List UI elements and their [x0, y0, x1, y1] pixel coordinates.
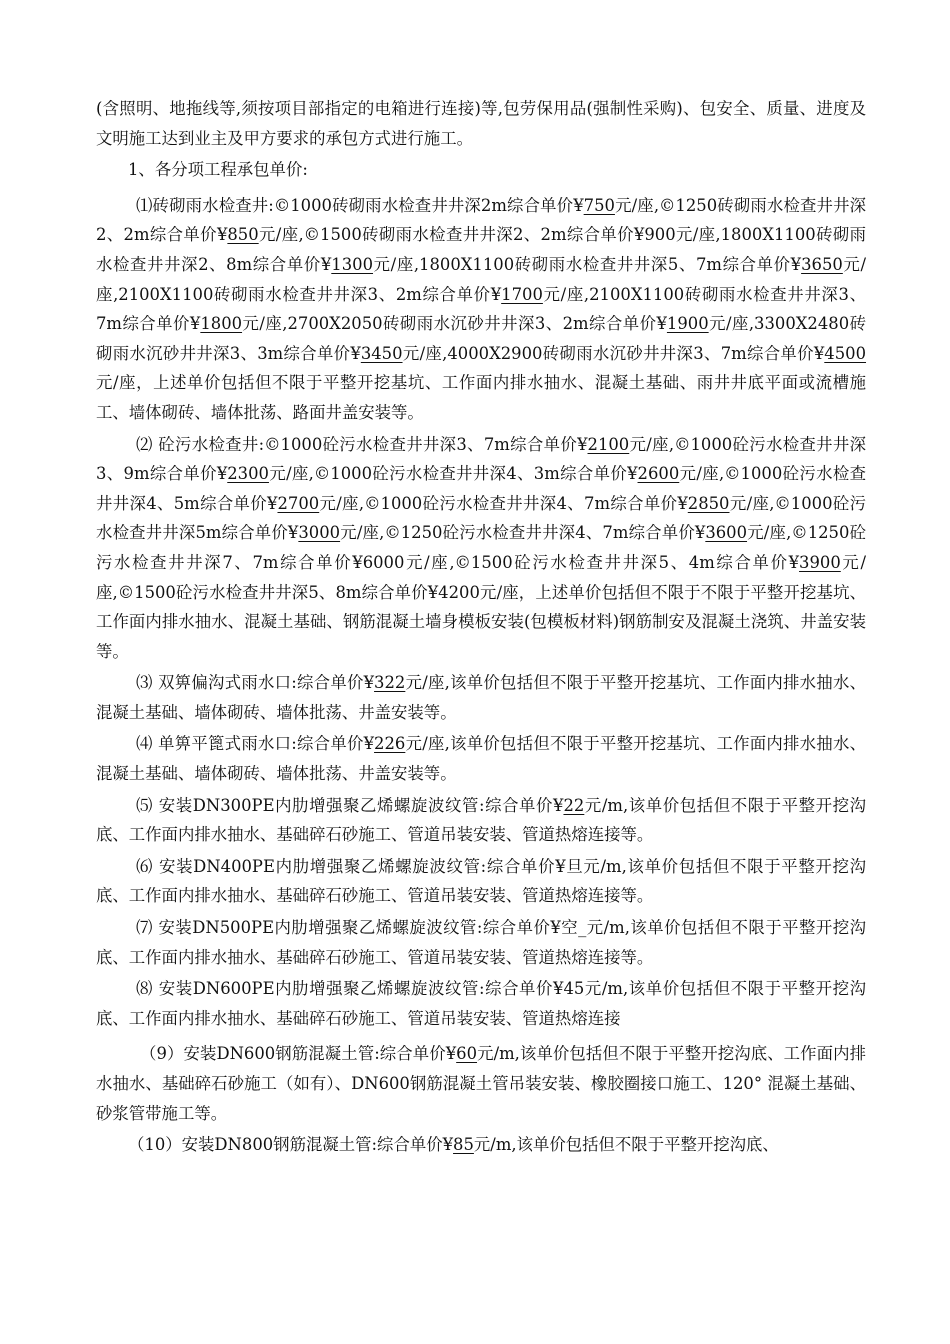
- text-run: 元/座,1800X1100砖砌雨水检查井井深5、7m综合单价¥: [373, 254, 802, 274]
- text-run: 元/座,该单价包括但不限于平整开挖基坑、工作面内排水抽水、混凝土基础、墙体砌砖、墙体批荡、井盖安装等。: [96, 734, 866, 784]
- paragraph-3: [96, 430, 866, 667]
- text-run: ⑸ 安装DN300PE内肋增强聚乙烯螺旋波纹管:综合单价¥: [136, 795, 564, 815]
- text-run: ⑻ 安装DN600PE内肋增强聚乙烯螺旋波纹管:综合单价¥45元/m,该单价包括但不限于平整开挖沟底、工作面内排水抽水、基础碎石砂施工、管道吊装安装、管道热熔连接: [96, 979, 866, 1028]
- underlined-price: 1700: [501, 284, 543, 304]
- underlined-price: 750: [583, 195, 615, 215]
- text-run: 元/座,©1000砼污水检查井井深3、9m综合单价¥: [96, 434, 866, 484]
- paragraph-8: [96, 913, 866, 972]
- text-run: 元/座,2700X2050砖砌雨水沉砂井井深3、2m综合单价¥: [242, 314, 667, 334]
- text-run: 元/座,3300X2480砖砌雨水沉砂井井深3、3m综合单价¥: [96, 314, 867, 363]
- underlined-price: 3600: [705, 523, 748, 543]
- text-run: 元/座,©1250砼污水检查井井深4、7m综合单价¥: [340, 523, 706, 543]
- underlined-price: 2100: [587, 434, 630, 454]
- text-run: ⑵ 砼污水检查井:©1000砼污水检查井井深3、7m综合单价¥: [136, 434, 588, 454]
- text-run: 元/座，上述单价包括但不限于平整开挖基坑、工作面内排水抽水、混凝土基础、雨井井底平面或流槽施工、墙体砌砖、墙体批荡、路面井盖安装等。: [96, 373, 866, 422]
- text-run: ⑴砖砌雨水检查井:©1000砖砌雨水检查井井深2m综合单价¥: [136, 195, 584, 215]
- text-run: 元/座,4000X2900砖砌雨水沉砂井井深3、7m综合单价¥: [402, 343, 825, 363]
- paragraph-4: [96, 668, 866, 727]
- text-run: （9）安装DN600钢筋混凝土管:综合单价¥: [140, 1044, 457, 1064]
- text-run: （10）安装DN800钢筋混凝土管:综合单价¥: [128, 1135, 454, 1155]
- paragraph-0: [96, 94, 866, 153]
- text-run: 元/座,©1000砼污水检查井井深4、7m综合单价¥: [319, 493, 688, 513]
- underlined-price: 3650: [801, 254, 843, 274]
- text-run: 元/座,©1250砼污水检查井井深7、7m综合单价¥6000元/座,©1500砼污水检查井井深5、4m综合单价¥: [96, 523, 866, 572]
- underlined-price: 4500: [824, 343, 867, 363]
- document-body: [96, 94, 866, 1162]
- underlined-price: 3450: [360, 343, 403, 363]
- text-run: 元/座,©1250砖砌雨水检查井井深2、2m综合单价¥: [96, 195, 866, 245]
- underlined-price: 3000: [298, 523, 341, 543]
- underlined-price: 850: [227, 225, 259, 245]
- text-run: ⑶ 双箅偏沟式雨水口:综合单价¥: [136, 673, 375, 693]
- paragraph-5: [96, 729, 866, 788]
- text-run: 元/座,©1500砖砌雨水检查井井深2、2m综合单价¥900元/座,1800X1100砖砌雨水检查井井深2、8m综合单价¥: [96, 225, 866, 274]
- text-run: 元/m,该单价包括但不限于平整开挖沟底、工作面内排水抽水、基础碎石砂施工（如有）、DN600钢筋混凝土管吊装安装、橡胶圈接口施工、120° 混凝土基础、砂浆管带施工等。: [96, 1044, 866, 1123]
- text-run: 元/座,©1000砼污水检查井井深4、5m综合单价¥: [96, 464, 866, 513]
- text-run: 元/座,2100X1100砖砌雨水检查井井深3、2m综合单价¥: [96, 254, 866, 304]
- paragraph-2: [96, 191, 866, 428]
- text-run: 元/座,©1000砼污水检查井井深5m综合单价¥: [96, 493, 866, 543]
- paragraph-1: [96, 155, 866, 185]
- underlined-price: 2850: [687, 493, 730, 513]
- paragraph-6: [96, 791, 866, 850]
- underlined-price: 1900: [666, 314, 709, 334]
- text-run: ⑺ 安装DN500PE内肋增强聚乙烯螺旋波纹管:综合单价¥空_元/m,该单价包括但不限于平整开挖沟底、工作面内排水抽水、基础碎石砂施工、管道吊装安装、管道热熔连接等。: [96, 918, 866, 967]
- underlined-price: 322: [374, 673, 406, 693]
- text-run: 元/座,该单价包括但不限于平整开挖基坑、工作面内排水抽水、混凝土基础、墙体砌砖、墙体批荡、井盖安装等。: [96, 673, 866, 722]
- text-run: ⑹ 安装DN400PE内肋增强聚乙烯螺旋波纹管:综合单价¥旦元/m,该单价包括但不限于平整开挖沟底、工作面内排水抽水、基础碎石砂施工、管道吊装安装、管道热熔连接等。: [96, 856, 866, 906]
- text-run: 元/座,2100X1100砖砌雨水检查井井深3、7m综合单价¥: [96, 284, 866, 334]
- underlined-price: 85: [453, 1135, 474, 1155]
- paragraph-9: [96, 974, 866, 1033]
- text-run: (含照明、地拖线等,须按项目部指定的电箱进行连接)等,包劳保用品(强制性采购)、包安全、质量、进度及文明施工达到业主及甲方要求的承包方式进行施工。: [96, 99, 866, 148]
- underlined-price: 3900: [799, 552, 841, 572]
- underlined-price: 2600: [637, 464, 680, 484]
- underlined-price: 2300: [227, 464, 269, 484]
- underlined-price: 1800: [200, 314, 243, 334]
- paragraph-11: [96, 1130, 866, 1160]
- text-run: ⑷ 单箅平篦式雨水口:综合单价¥: [136, 734, 375, 754]
- underlined-price: 22: [563, 795, 585, 815]
- text-run: 元/m,该单价包括但不限于平整开挖沟底、: [473, 1135, 779, 1155]
- paragraph-7: [96, 852, 866, 911]
- text-run: 元/座,©1000砼污水检查井井深4、3m综合单价¥: [268, 464, 638, 484]
- text-run: 1、各分项工程承包单价:: [128, 160, 308, 180]
- paragraph-10: [96, 1039, 866, 1128]
- text-run: 元/座,©1500砼污水检查井井深5、8m综合单价¥4200元/座，上述单价包括但不限于不限于平整开挖基坑、工作面内排水抽水、混凝土基础、钢筋混凝土墙身模板安装(包模板材料)钢筋制安及混凝土浇筑、井盖安装等。: [96, 552, 866, 661]
- underlined-price: 226: [374, 734, 406, 754]
- text-run: 元/m,该单价包括但不限于平整开挖沟底、工作面内排水抽水、基础碎石砂施工、管道吊装安装、管道热熔连接等。: [96, 795, 867, 845]
- underlined-price: 1300: [331, 254, 374, 274]
- underlined-price: 2700: [277, 493, 320, 513]
- underlined-price: 60: [456, 1044, 478, 1064]
